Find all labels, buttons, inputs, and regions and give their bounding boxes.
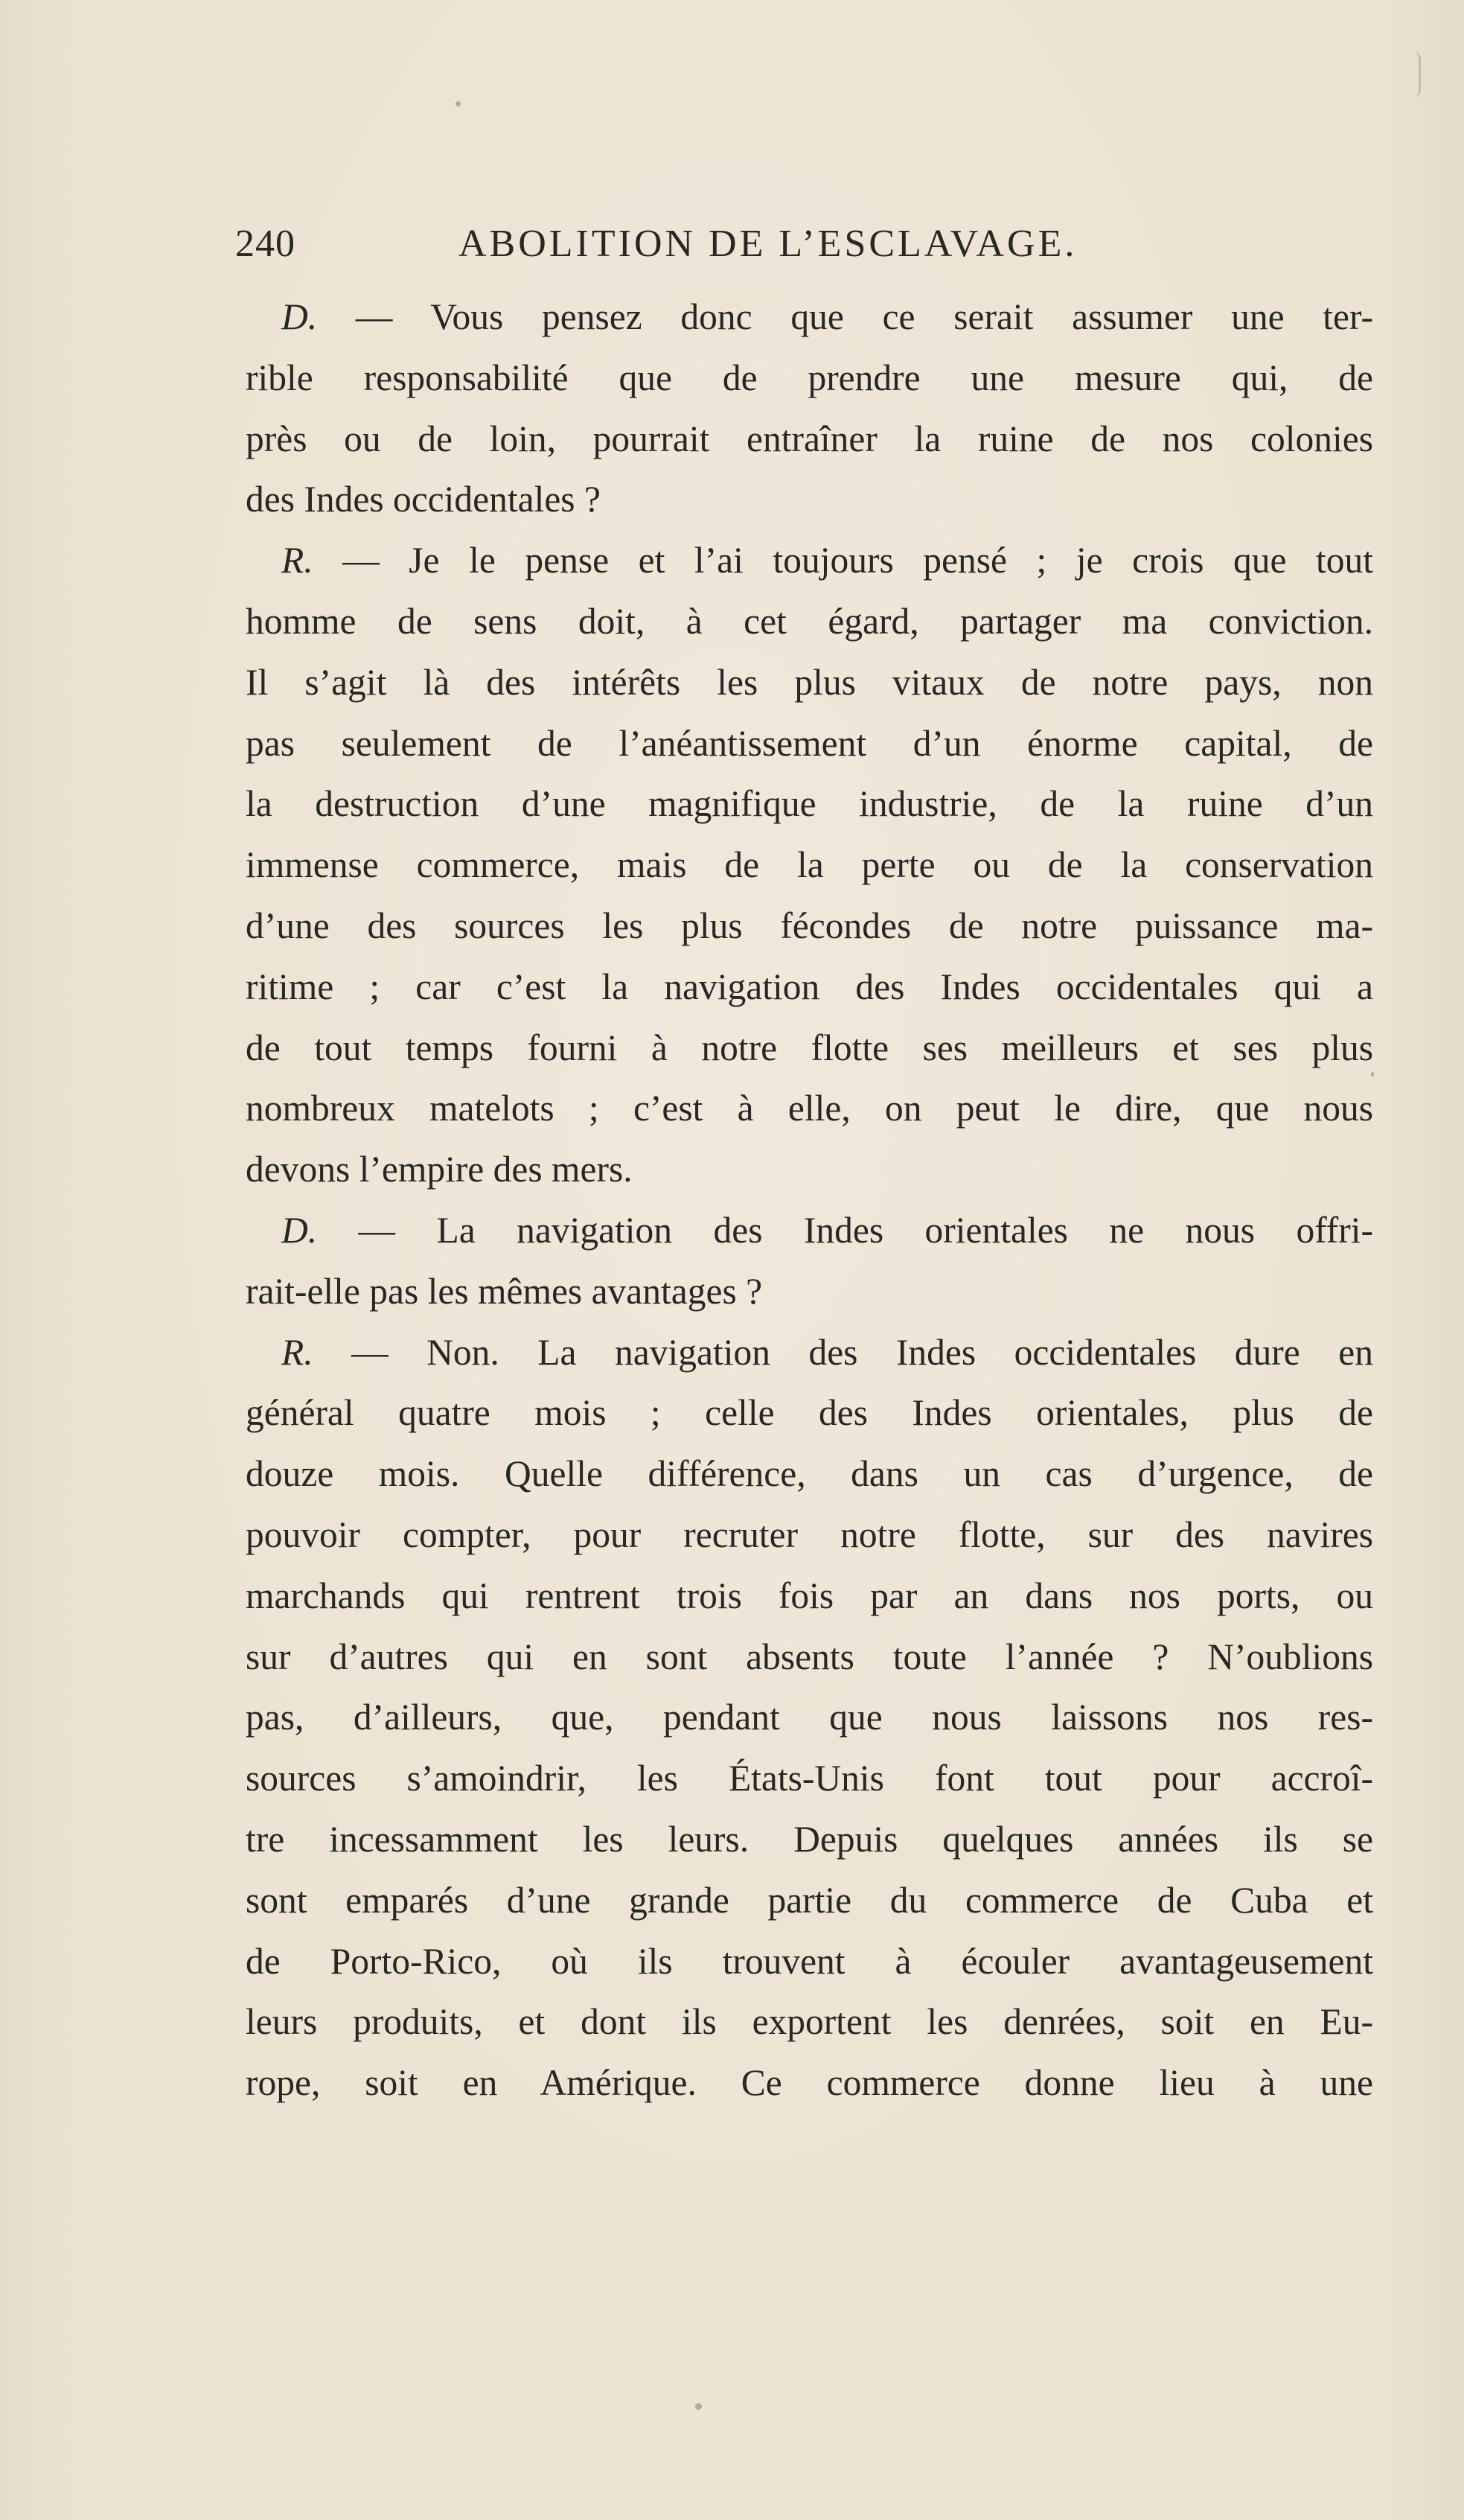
text-line bbox=[246, 1931, 1373, 1992]
line-text: homme de sens doit, à cet égard, partager ma conviction. bbox=[246, 600, 1373, 642]
line-text: rait-elle pas les mêmes avantages ? bbox=[246, 1270, 763, 1312]
line-text: pouvoir compter, pour recruter notre flotte, sur des navires bbox=[246, 1513, 1373, 1555]
text-line bbox=[246, 1200, 1373, 1261]
text-line bbox=[246, 2052, 1373, 2114]
text-line bbox=[246, 1687, 1373, 1748]
speaker-label: D. bbox=[281, 296, 318, 337]
text-line bbox=[246, 1809, 1373, 1870]
line-text: près ou de loin, pourrait entraîner la ruine de nos colonies bbox=[246, 418, 1373, 459]
text-line bbox=[246, 835, 1373, 896]
text-line bbox=[246, 713, 1373, 774]
text-line bbox=[246, 1505, 1373, 1566]
text-line bbox=[246, 773, 1373, 835]
text-line bbox=[246, 957, 1373, 1018]
text-line bbox=[246, 469, 1373, 530]
line-text: leurs produits, et dont ils exportent les denrées, soit en Eu- bbox=[246, 2001, 1373, 2043]
speaker-label: R. bbox=[281, 540, 313, 581]
line-text: Il s’agit là des intérêts les plus vitaux de notre pays, non bbox=[246, 661, 1373, 703]
line-text: devons l’empire des mers. bbox=[246, 1149, 633, 1190]
text-line bbox=[246, 591, 1373, 652]
page-number: 240 bbox=[235, 223, 295, 265]
text-line bbox=[246, 1018, 1373, 1079]
line-text: rible responsabilité que de prendre une mesure qui, de bbox=[246, 357, 1373, 398]
text-line bbox=[246, 1078, 1373, 1139]
line-text: sont emparés d’une grande partie du commerce de Cuba et bbox=[246, 1879, 1373, 1921]
line-text: nombreux matelots ; c’est à elle, on peut le dire, que nous bbox=[246, 1088, 1373, 1129]
line-text: — Non. La navigation des Indes occidentales dure en bbox=[313, 1331, 1373, 1373]
body-text bbox=[246, 287, 1373, 2114]
text-line bbox=[246, 1870, 1373, 1931]
text-line bbox=[246, 409, 1373, 470]
text-line bbox=[246, 348, 1373, 409]
line-text: pas, d’ailleurs, que, pendant que nous laissons nos res- bbox=[246, 1697, 1373, 1738]
running-title: ABOLITION DE L’ESCLAVAGE. bbox=[458, 223, 1078, 265]
text-line bbox=[246, 1382, 1373, 1444]
line-text: ritime ; car c’est la navigation des Indes occidentales qui a bbox=[246, 966, 1373, 1007]
line-text: immense commerce, mais de la perte ou de la conservation bbox=[246, 844, 1373, 886]
line-text: la destruction d’une magnifique industrie, de la ruine d’un bbox=[246, 783, 1373, 825]
line-text: de tout temps fourni à notre flotte ses meilleurs et ses plus bbox=[246, 1027, 1373, 1068]
line-text: — Vous pensez donc que ce serait assumer une ter- bbox=[317, 296, 1373, 337]
text-line bbox=[246, 1991, 1373, 2052]
line-text: — La navigation des Indes orientales ne nous offri- bbox=[317, 1209, 1373, 1251]
line-text: des Indes occidentales ? bbox=[246, 479, 601, 520]
running-head bbox=[0, 0, 1464, 313]
line-text: tre incessamment les leurs. Depuis quelques années ils se bbox=[246, 1818, 1373, 1860]
line-text: marchands qui rentrent trois fois par an dans nos ports, ou bbox=[246, 1575, 1373, 1616]
line-text: pas seulement de l’anéantissement d’un énorme capital, de bbox=[246, 722, 1373, 764]
text-line bbox=[246, 1322, 1373, 1383]
text-line bbox=[246, 1748, 1373, 1809]
text-line bbox=[246, 1261, 1373, 1322]
speaker-label: D. bbox=[281, 1209, 318, 1251]
text-line bbox=[246, 652, 1373, 713]
speaker-label: R. bbox=[281, 1331, 313, 1373]
line-text: — Je le pense et l’ai toujours pensé ; je crois que tout bbox=[313, 540, 1373, 581]
line-text: sur d’autres qui en sont absents toute l’année ? N’oublions bbox=[246, 1636, 1373, 1677]
line-text: de Porto-Rico, où ils trouvent à écouler avantageusement bbox=[246, 1940, 1373, 1982]
text-line bbox=[246, 287, 1373, 348]
line-text: d’une des sources les plus fécondes de notre puissance ma- bbox=[246, 905, 1373, 946]
text-line bbox=[246, 1139, 1373, 1200]
line-text: douze mois. Quelle différence, dans un cas d’urgence, de bbox=[246, 1453, 1373, 1495]
text-line bbox=[246, 1566, 1373, 1627]
line-text: rope, soit en Amérique. Ce commerce donne lieu à une bbox=[246, 2062, 1373, 2104]
text-line bbox=[246, 896, 1373, 957]
line-text: sources s’amoindrir, les États-Unis font tout pour accroî- bbox=[246, 1758, 1373, 1799]
text-line bbox=[246, 1627, 1373, 1688]
line-text: général quatre mois ; celle des Indes orientales, plus de bbox=[246, 1392, 1373, 1434]
paper-speck bbox=[695, 2403, 702, 2410]
text-line bbox=[246, 530, 1373, 591]
text-line bbox=[246, 1444, 1373, 1505]
